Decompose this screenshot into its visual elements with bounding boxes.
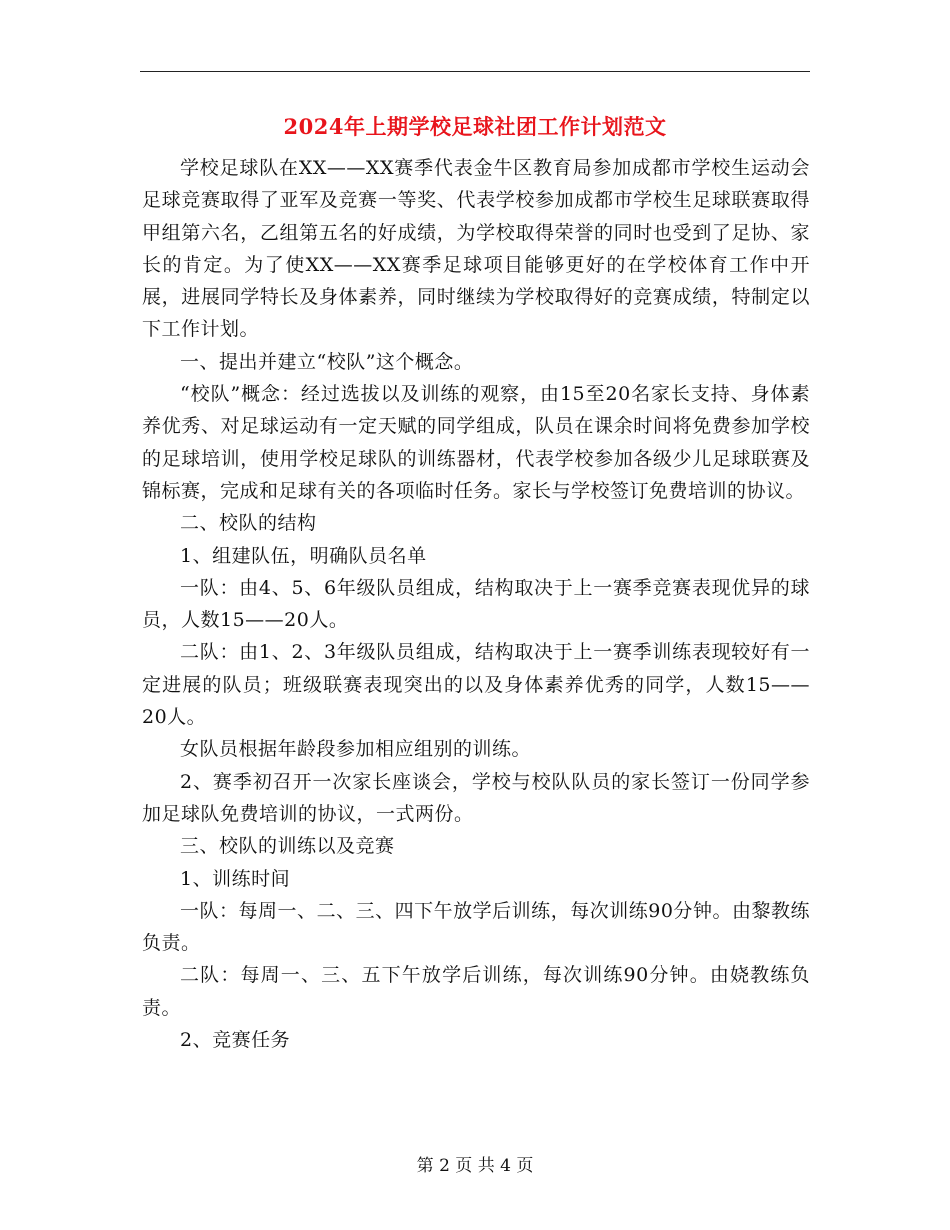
paragraph-second-team: 二队：由1、2、3年级队员组成，结构取决于上一赛季训练表现较好有一定进展的队员；班级联赛表现突出的以及身体素养优秀的同学，人数15——20人。: [142, 641, 810, 729]
paragraph-team-concept: “校队”概念：经过选拔以及训练的观察，由15至20名家长支持、身体素养优秀、对足球运动有一定天赋的同学组成，队员在课余时间将免费参加学校的足球培训，使用学校足球队的训练器材，代表学校参加各级少儿足球联赛及锦标赛，完成和足球有关的各项临时任务。家长与学校签订免费培训的协议。: [142, 383, 810, 502]
paragraph-first-team-schedule: 一队：每周一、二、三、四下午放学后训练，每次训练90分钟。由黎教练负责。: [142, 899, 810, 955]
heading-section-1: 一、提出并建立“校队”这个概念。: [180, 350, 474, 373]
header-rule: [140, 71, 810, 72]
heading-section-2: 二、校队的结构: [180, 512, 317, 535]
paragraph-girls: 女队员根据年龄段参加相应组别的训练。: [180, 738, 532, 761]
heading-section-3: 三、校队的训练以及竞赛: [180, 835, 395, 858]
paragraph-second-team-schedule: 二队：每周一、三、五下午放学后训练，每次训练90分钟。由娆教练负责。: [142, 964, 810, 1019]
subheading-training-time: 1、训练时间: [180, 867, 291, 890]
document-body: [142, 152, 810, 1056]
subheading-team-formation: 1、组建队伍，明确队员名单: [180, 544, 427, 567]
paragraph-first-team: 一队：由4、5、6年级队员组成，结构取决于上一赛季竞赛表现优异的球员，人数15——20人。: [142, 576, 810, 632]
paragraph-parent-meeting: 2、赛季初召开一次家长座谈会，学校与校队队员的家长签订一份同学参加足球队免费培训的协议，一式两份。: [142, 770, 810, 825]
document-title: 2024年上期学校足球社团工作计划范文: [283, 114, 667, 139]
subheading-competition-tasks: 2、竞赛任务: [180, 1029, 291, 1052]
paragraph-intro: 学校足球队在XX——XX赛季代表金牛区教育局参加成都市学校生运动会足球竞赛取得了亚军及竞赛一等奖、代表学校参加成都市学校生足球联赛取得甲组第六名，乙组第五名的好成绩，为学校取得荣誉的同时也受到了足协、家长的肯定。为了使XX——XX赛季足球项目能够更好的在学校体育工作中开展，进展同学特长及身体素养，同时继续为学校取得好的竞赛成绩，特制定以下工作计划。: [142, 157, 810, 341]
page-number-footer: 第 2 页 共 4 页: [416, 1156, 534, 1176]
